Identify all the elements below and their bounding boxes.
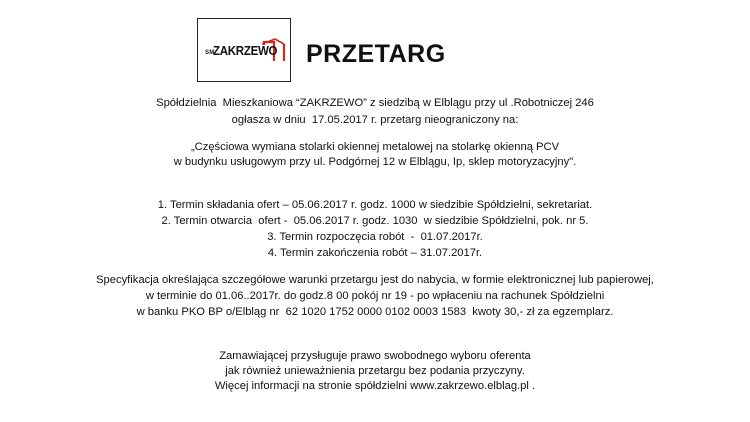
closing-line: Więcej informacji na stronie spółdzielni www.zakrzewo.elblag.pl . [214, 380, 536, 392]
intro-line: Spółdzielnia Mieszkaniowa “ZAKRZEWO” z siedzibą w Elblągu przy ul .Robotniczej 246 [156, 97, 594, 109]
specification-line: w terminie do 01.06..2017r. do godz.8 00 pokój nr 19 - po wpłaceniu na rachunek Spółdzielni [145, 290, 605, 302]
page-title: PRZETARG [306, 40, 446, 68]
specification-line: w banku PKO BP o/Elbląg nr 62 1020 1752 0000 0102 0003 1583 kwoty 30,- zł za egzemplarz. [136, 306, 614, 318]
logo-name: ZAKRZEWO [213, 44, 278, 58]
subject-line: „Częściowa wymiana stolarki okiennej metalowej na stolarkę okienną PCV [190, 141, 560, 153]
term-line: 3. Termin rozpoczęcia robót - 01.07.2017r. [267, 231, 483, 243]
term-line: 1. Termin składania ofert – 05.06.2017 r. godz. 1000 w siedzibie Spółdzielni, sekretariat. [157, 199, 593, 211]
intro-line: ogłasza w dniu 17.05.2017 r. przetarg nieograniczony na: [231, 114, 519, 126]
subject-line: w budynku usługowym przy ul. Podgórnej 12 w Elblągu, Ip, sklep motoryzacyjny". [173, 156, 577, 168]
specification-line: Specyfikacja określająca szczegółowe warunki przetargu jest do nabycia, w formie elektronicznej lub papierowej, [96, 274, 654, 286]
term-line: 2. Termin otwarcia ofert - 05.06.2017 r. godz. 1030 w siedzibie Spółdzielni, pok. nr 5. [161, 215, 589, 227]
closing-line: jak również unieważnienia przetargu bez podania przyczyny. [225, 365, 525, 377]
closing-line: Zamawiającej przysługuje prawo swobodnego wyboru oferenta [219, 350, 531, 362]
term-line: 4. Termin zakończenia robót – 31.07.2017r. [267, 247, 483, 259]
logo-prefix: SM [205, 50, 215, 56]
company-logo [197, 18, 291, 82]
